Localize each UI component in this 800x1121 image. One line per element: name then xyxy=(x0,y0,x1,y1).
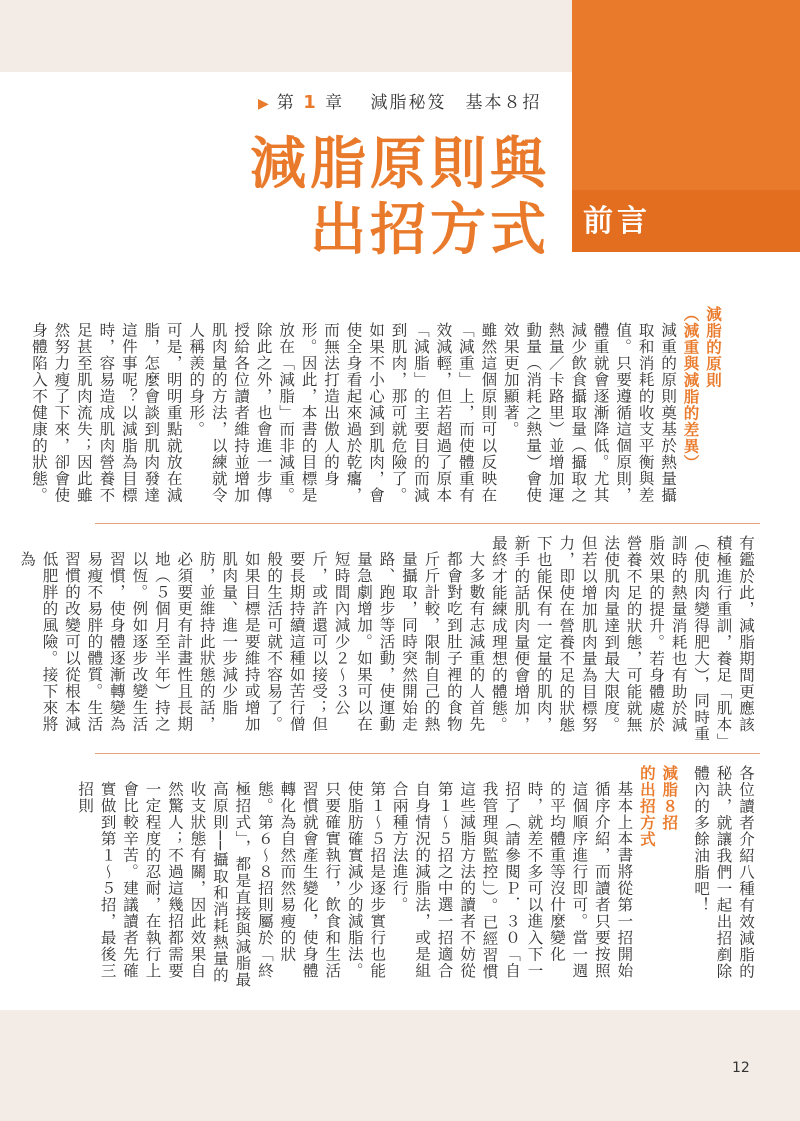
paragraph: 如果目標是要維持或增加肌肉量、進一步減少脂肪，並維持此狀態的話，必須要更有計畫性且長期地（５個月至半年）持之以恆。例如逐步改變生活習慣，使身體逐漸轉變為易瘦不易胖的體質。生活習慣的改變可以從根本減低肥胖的風險。接下來將為 xyxy=(18,550,261,732)
bottom-band xyxy=(0,1010,800,1121)
text-block-1 xyxy=(29,306,724,511)
paragraph: 有鑑於此，減脂期間更應該積極進行重訓，養足「肌本」（使肌肉變得肥大），同時重訓時的熱量消耗也有助於減脂效果的提升。若身體處於營養不足的狀態，可能就無法使肌肉量達到最大限度。但若以增加肌肉量為目標努力，即使在營養不足的狀態下也能保有一定量的肌肉，新手的話肌肉量便會增加，最終才能練成理想的體態。 xyxy=(489,535,755,742)
page-number: 12 xyxy=(732,1060,750,1076)
heading-principle: 減脂的原則 xyxy=(704,306,722,389)
chapter-number: 1 xyxy=(303,92,318,113)
section-label: 前言 xyxy=(583,204,651,239)
paragraph: 雖然這個原則可以反映在「減重」上，而使體重有效減輕，但若超過了原本「減脂」的主要目的而減到肌肉，那可就危險了。如果不小心減到肌肉，會使全身看起來過於乾癟，而無法打造出傲人的身形。因此，本書的目標是放在「減脂」而非減重。除此之外，也會進一步傳授給各位讀者維持並增加肌肉量的方法，以練就令人稱羨的身形。 xyxy=(187,321,498,503)
paragraph: 減重的原則奠基於熱量攝取和消耗的收支平衡與差值。只要遵循這個原則，體重就會逐漸降低。尤其減少飲食攝取量（攝取之熱量／卡路里）並增加運動量（消耗之熱量）會使效果更加顯著。 xyxy=(501,321,678,503)
divider-upper xyxy=(95,523,760,524)
paragraph: 大多數有志減重的人首先都會對吃到肚子裡的食物斤斤計較，限制自己的熱量攝取，同時突然開始走路、跑步等活動，使運動量急劇增加。如果可以在短時間內減少２～３公斤，或許還可以接受；但要長期持續這種如苦行僧般的生活可就不容易了。 xyxy=(265,550,486,732)
paragraph: 基本上本書將從第一招開始循序介紹，而讀者只要按照這個順序進行即可。當一週的平均體重等沒什麼變化時，就差不多可以進入下一招了（請參閱Ｐ．３０「自我管理與監控」）。已經習慣這些減脂方法的讀者不妨從第１～５招之中選一招適合自身情況的減脂法，或是組合兩種方法進行。 xyxy=(390,780,634,980)
page-title-line2: 出招方式 xyxy=(310,198,550,263)
heading-methods: 減脂８招 xyxy=(660,765,679,831)
heading-principle-sub: （減重與減脂的差異） xyxy=(681,306,700,471)
text-block-3 xyxy=(76,765,757,990)
chapter-title: 減脂秘笈 基本８招 xyxy=(370,93,542,113)
chapter-heading xyxy=(258,88,542,113)
paragraph: 可是，明明重點就放在減脂，怎麼會談到肌肉發達這件事呢？以減脂為目標時，容易造成肌肉營養不足甚至肌肉流失；因此雖然努力瘦了下來，卻會使身體陷入不健康的狀態。 xyxy=(29,321,183,503)
paragraph: 第１～５招是逐步實行也能使脂肪確實減少的減脂法。只要確實執行，飲食和生活習慣就會產生變化，使身體轉化為自然而然易瘦的狀態。第６～８招則屬於「終極招式」，都是直接與減脂最高原則──攝取和消耗熱量的收支狀態有關，因此效果自然驚人；不過這幾招都需要一定程度的忍耐，在執行上會比較辛苦。建議讀者先確實做到第１～５招，最後三招則 xyxy=(76,780,387,988)
text-block-2 xyxy=(18,535,757,742)
divider-lower xyxy=(95,753,760,754)
chapter-prefix: 第 xyxy=(276,93,296,113)
triangle-icon: ▶ xyxy=(258,96,271,112)
paragraph: 各位讀者介紹八種有效減脂的秘訣，就讓我們一起出招剷除體內的多餘油脂吧！ xyxy=(692,765,755,980)
page-title-line1: 減脂原則與 xyxy=(250,132,550,197)
chapter-suffix: 章 xyxy=(325,93,345,113)
heading-methods-sub: 的出招方式 xyxy=(637,765,656,848)
